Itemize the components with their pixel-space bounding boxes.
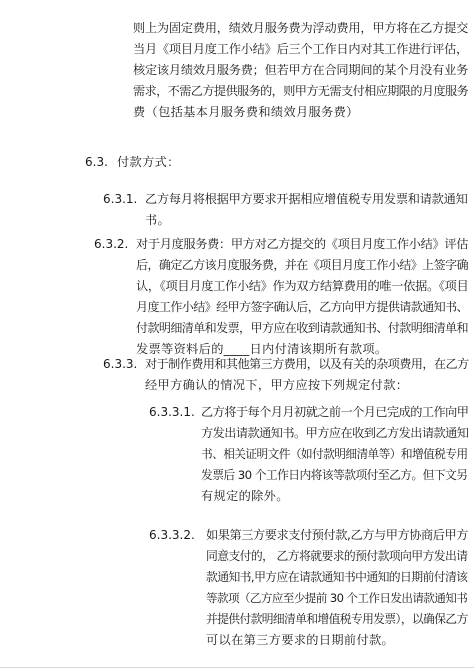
text-line: 乙方将于每个月月初就之前一个月已完成的工作向甲 [201,405,469,419]
clause-number: 6.3.2. [94,237,129,251]
text-line: 乙方每月将根据甲方要求开据相应增值税专用发票和请款通知 [145,192,468,206]
text-line: 经甲方确认的情况下，甲方应按下列规定付款： [145,378,409,392]
clause-number: 6.3.1. [103,192,138,206]
text-line: 书。 [145,213,171,227]
section-number: 6.3. [85,155,108,169]
text-line: 发票等资料后的____日内付清该期所有款项。 [136,342,388,356]
text-line: 月度工作小结》经甲方签字确认后，乙方向甲方提供请款通知书、 [136,300,468,314]
text-line: 有规定的除外。 [201,489,289,503]
clause-number: 6.3.3. [103,357,138,371]
section-title: 付款方式： [117,155,180,169]
text-line: 款通知书,甲方应在请款通知书中通知的日期前付清该 [206,570,468,584]
clause-number: 6.3.3.2. [149,528,195,542]
text-line: 核定该月绩效月服务费；但若甲方在合同期间的某个月没有业务 [133,63,469,77]
text-line: 对于月度服务费：甲方对乙方提交的《项目月度工作小结》评估 [136,237,469,251]
text-line: 当月《项目月度工作小结》后三个工作日内对其工作进行评估， [133,42,469,56]
text-line: 同意支付的， 乙方将就要求的预付款项向甲方发出请 [206,549,468,563]
text-line: 费（包括基本月服务费和绩效月服务费） [133,105,359,119]
text-line: 则上为固定费用，绩效月服务费为浮动费用，甲方将在乙方提交 [133,21,469,35]
text-line: 发票后 30 个工作日内将该等款项付至乙方。但下文另 [201,468,468,482]
text-line: 对于制作费用和其他第三方费用，以及有关的杂项费用，在乙方 [145,357,469,371]
text-line: 并提供付款明细清单和增值税专用发票），以确保乙方 [206,612,468,626]
text-line: 方发出请款通知书。甲方应在收到乙方发出请款通知 [201,426,469,440]
clause-number: 6.3.3.1. [149,405,195,419]
text-line: 书、相关证明文件（如付款明细清单等）和增值税专用 [201,447,468,461]
text-line: 等款项（乙方应至少提前 30 个工作日发出请款通知书 [206,591,468,605]
text-line: 认，《项目月度工作小结》作为双方结算费用的唯一依据。《项目 [136,279,469,293]
text-line: 如果第三方要求支付预付款,乙方与甲方协商后甲方 [206,528,469,542]
text-line: 需求，不需乙方提供服务的，则甲方无需支付相应期限的月度服务 [133,84,469,98]
text-line: 可以在第三方要求的日期前付款。 [206,633,395,647]
text-line: 后，确定乙方该月度服务费，并在《项目月度工作小结》上签字确 [136,258,468,272]
text-line: 付款明细清单和发票，甲方应在收到请款通知书、付款明细清单和 [136,321,468,335]
page-bottom-divider [0,667,474,668]
